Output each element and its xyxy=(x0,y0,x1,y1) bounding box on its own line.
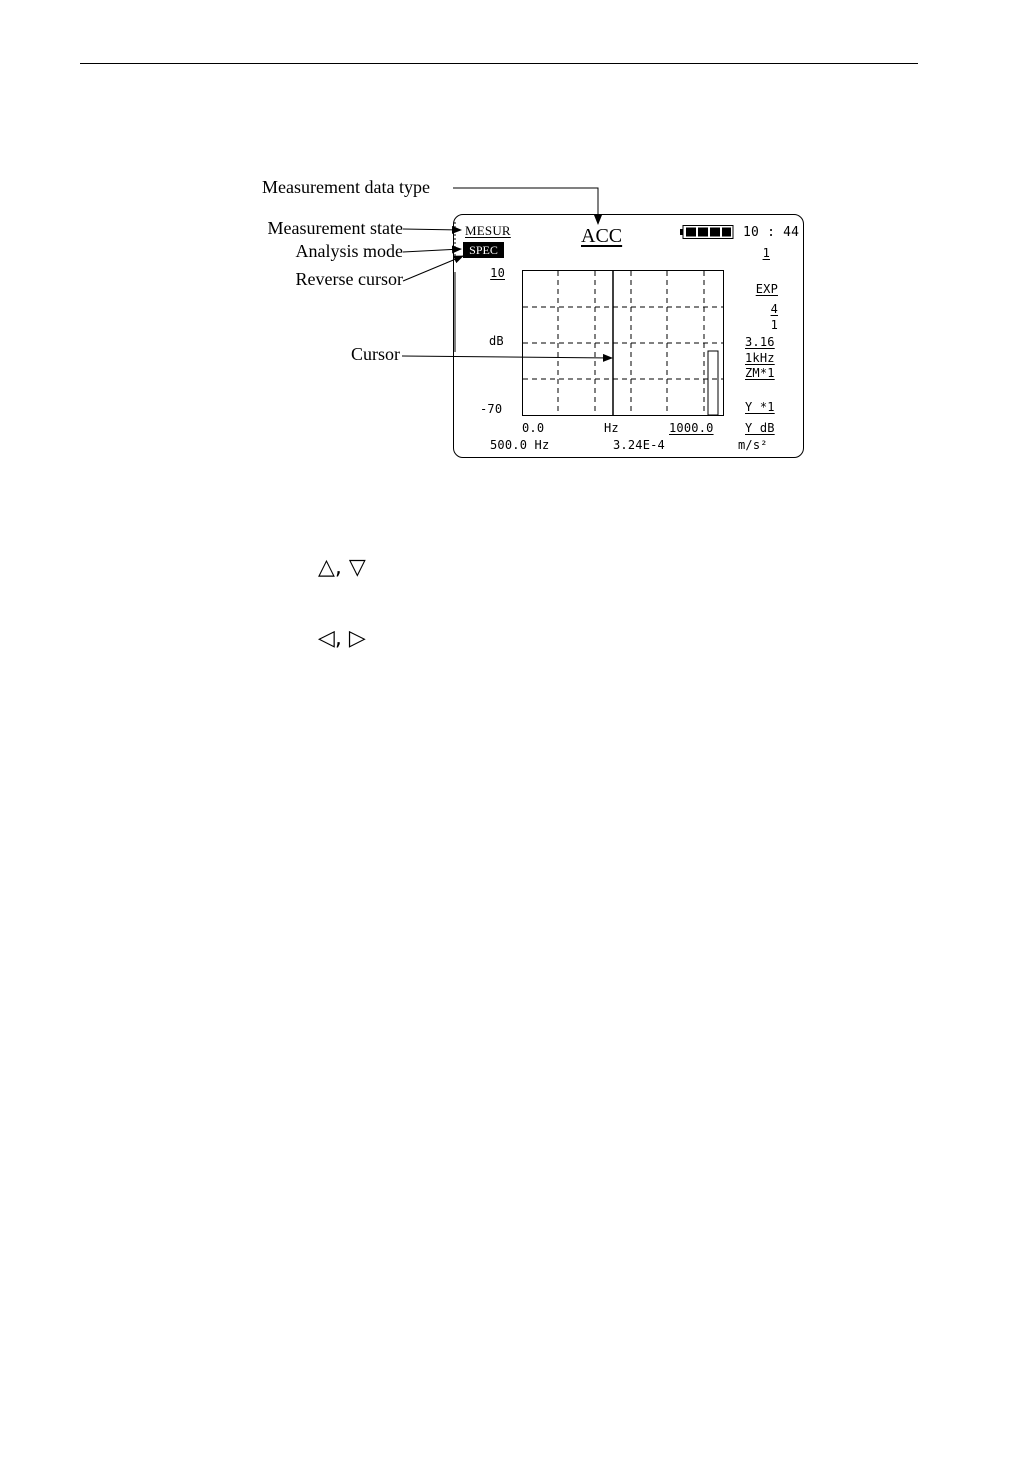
leader-reverse-cursor xyxy=(403,256,463,281)
left-right-keys-icon: ◁, ▷ xyxy=(318,626,366,651)
callout-analysis-mode: Analysis mode xyxy=(295,241,403,261)
value-unit: m/s² xyxy=(738,438,768,452)
cursor-frequency: 500.0 Hz xyxy=(490,438,550,452)
leader-cursor xyxy=(402,356,612,358)
analysis-mode-label: SPEC xyxy=(463,242,504,258)
frequency-range: 1kHz xyxy=(745,351,775,365)
leader-data-type xyxy=(453,188,598,224)
y-axis-unit: dB xyxy=(489,334,504,348)
callout-reverse-cursor: Reverse cursor xyxy=(295,269,403,289)
average-target: 4 xyxy=(770,302,778,316)
callout-measurement-data-type: Measurement data type xyxy=(262,177,430,197)
page-number: 1 xyxy=(762,246,770,260)
up-down-keys-icon: △, ▽ xyxy=(318,555,366,580)
callout-measurement-state: Measurement state xyxy=(267,218,403,238)
leader-state xyxy=(403,229,461,230)
x-axis-unit: Hz xyxy=(604,421,619,435)
cursor-value: 3.24E-4 xyxy=(613,438,665,452)
y-scale: Y dB xyxy=(745,421,775,435)
x-axis-right-value: 1000.0 xyxy=(669,421,714,435)
clock-time: 10 : 44 xyxy=(743,225,800,240)
average-count: 1 xyxy=(770,318,778,332)
measurement-state-label: MESUR xyxy=(465,223,511,238)
y-multiplier: Y *1 xyxy=(745,400,775,414)
measurement-data-type-label: ACC xyxy=(581,225,623,247)
leader-mode xyxy=(403,249,461,252)
zoom-factor: ZM*1 xyxy=(745,366,775,380)
x-axis-left-value: 0.0 xyxy=(522,421,545,435)
exp-label: EXP xyxy=(755,282,778,296)
y-axis-bottom-value: -70 xyxy=(480,402,503,416)
range-value: 3.16 xyxy=(745,335,775,349)
callout-cursor: Cursor xyxy=(351,344,400,364)
y-axis-top-value: 10 xyxy=(490,266,505,280)
